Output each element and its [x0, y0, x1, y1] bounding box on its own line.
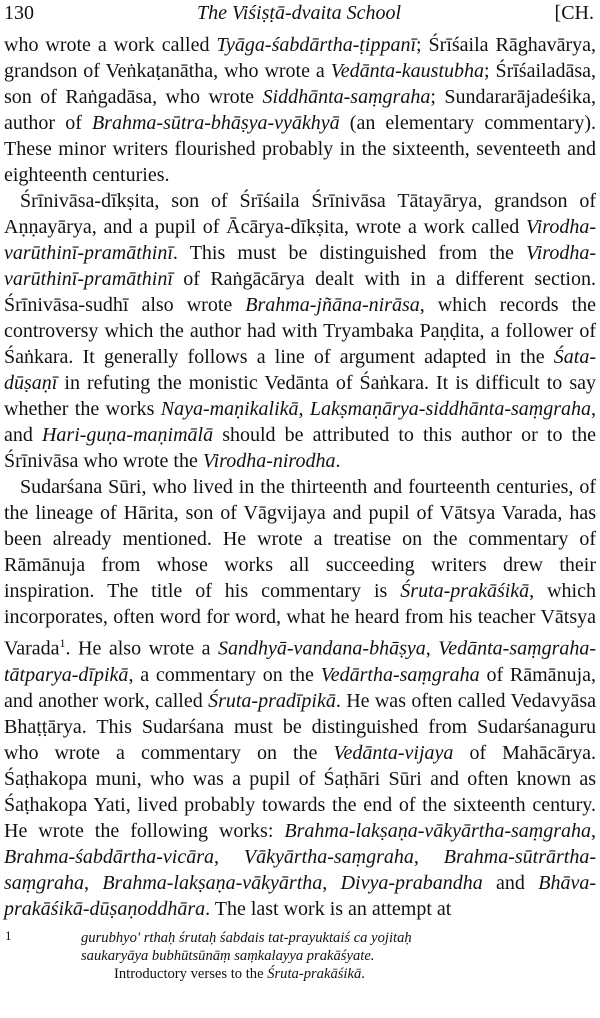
footnote-ref: 1 — [59, 636, 66, 650]
work-title: Virodha-varūthinī-pramāthinī — [4, 216, 596, 264]
work-title: Divya-prabandha — [340, 871, 483, 894]
work-title: Vākyārtha-saṃgraha — [243, 845, 414, 868]
work-title: Vedānta-saṃgraha-tātparya-dīpikā — [4, 637, 597, 686]
body-text — [4, 32, 596, 922]
paragraph: Śrīnivāsa-dīkṣita, son of Śrīśaila Śrīnivāsa Tātayārya, grandson of Aṇṇayārya, and a pupil of Ācārya-dīkṣita, wrote a work called Virodha-varūthinī-pramāthinī. This must be distinguished from the Virodha-varūthinī-pramāthinī of Raṅgācārya dealt with in a different section. Śrīnivāsa-sudhī also wrote Brahma-jñāna-nirāsa, which records the controversy which the author had with Tryambaka Paṇḍita, a follower of Śaṅkara. It generally follows a line of argument adapted in the Śata-dūṣaṇī in refuting the monistic Vedānta of Śaṅkara. It is difficult to say whether the works Naya-maṇikalikā, Lakṣmaṇārya-siddhānta-saṃgraha, and Hari-guṇa-maṇimālā should be attributed to this author or to the Śrīnivāsa who wrote the Virodha-nirodha. — [4, 190, 597, 472]
work-title: Vedānta-vijaya — [333, 741, 454, 764]
work-title: Brahma-lakṣaṇa-vākyārtha — [102, 871, 323, 894]
footnote — [0, 929, 600, 984]
work-title: Tyāga-śabdārtha-ṭippanī — [216, 34, 417, 56]
running-title: The Viśiṣṭā-dvaita School — [196, 2, 402, 24]
page-header — [4, 0, 594, 34]
work-title: Brahma-śabdārtha-vicāra — [4, 845, 214, 868]
work-title: Virodha-nirodha — [202, 450, 336, 472]
work-title: Naya-maṇikalikā — [160, 398, 299, 420]
footnote-source: Introductory verses to the Śruta-prakāśikā. — [114, 966, 365, 983]
footnote-verse-line: saukaryāya bubhūtsūnāṃ saṃkalayya prakāśyate. — [81, 948, 375, 965]
work-title: Śruta-prakāśikā — [400, 580, 530, 602]
work-title: Lakṣmaṇārya-siddhānta-saṃgraha — [309, 398, 592, 420]
chapter-label: [CH. — [554, 2, 594, 24]
work-title: Śruta-pradīpikā — [208, 689, 336, 712]
work-title: Brahma-jñāna-nirāsa — [245, 294, 420, 316]
work-title: Vedānta-kaustubha — [330, 60, 484, 82]
work-title: Brahma-sūtra-bhāṣya-vyākhyā — [91, 112, 340, 134]
work-title: Siddhānta-saṃgraha — [262, 86, 431, 108]
work-title: Sandhyā-vandana-bhāṣya — [218, 637, 426, 660]
work-title: Vedārtha-saṃgraha — [320, 663, 480, 686]
page-number: 130 — [4, 2, 34, 24]
work-title: Virodha-varūthinī-pramāthinī — [4, 242, 596, 290]
footnote-source-title: Śruta-prakāśikā — [267, 966, 362, 983]
work-title: Brahma-sūtrārtha-saṃgraha — [4, 845, 597, 894]
work-title: Śata-dūṣaṇī — [4, 346, 596, 394]
paragraph: who wrote a work called Tyāga-śabdārtha-ṭippanī; Śrīśaila Rāghavārya, grandson of Veṅkaṭanātha, who wrote a Vedānta-kaustubha; Śrīśailadāsa, son of Raṅgadāsa, who wrote Siddhānta-saṃgraha; Sundararājadeśika, author of Brahma-sūtra-bhāṣya-vyākhyā (an elementary commentary). These minor writers flourished probably in the sixteenth, seventeeth and eighteenth centuries. — [4, 34, 596, 186]
work-title: Brahma-lakṣaṇa-vākyārtha-saṃgraha — [284, 819, 591, 842]
footnote-verse-line: gurubhyo' rthaḥ śrutaḥ śabdais tat-prayuktaiś ca yojitaḥ — [81, 930, 412, 946]
work-title: Bhāva-prakāśikā-dūṣaṇoddhāra — [4, 871, 596, 920]
paragraph: Sudarśana Sūri, who lived in the thirteenth and fourteenth centuries, of the lineage of Hārita, son of Vāgvijaya and pupil of Vātsya Varada, has been already mentioned. He wrote a treatise on the commentary of Rāmānuja from whose works all succeeding writers drew their inspiration. The title of his commentary is Śruta-prakāśikā, which incorporates, often word for word, what he heard from his teacher Vātsya Varada$^1$. He also wrote a Sandhyā-vandana-bhāṣya, Vedānta-saṃgraha-tātparya-dīpikā, a commentary on the Vedārtha-saṃgraha of Rāmānuja, and another work, called Śruta-pradīpikā. He was often called Vedavyāsa Bhaṭṭārya. This Sudarśana must be distinguished from Sudarśanaguru who wrote a commentary on the Vedānta-vijaya of Mahācārya. Śaṭhakopa muni, who was a pupil of Śaṭhāri Sūri and often known as Śaṭhakopa Yati, lived probably towards the end of the sixteenth century. He wrote the following works: Brahma-lakṣaṇa-vākyārtha-saṃgraha, Brahma-śabdārtha-vicāra, Vākyārtha-saṃgraha, Brahma-sūtrārtha-saṃgraha, Brahma-lakṣaṇa-vākyārtha, Divya-prabandha and Bhāva-prakāśikā-dūṣaṇoddhāra. The last work is an attempt at — [4, 476, 597, 920]
work-title: Hari-guṇa-maṇimālā — [41, 424, 214, 446]
footnote-marker: 1 — [5, 928, 12, 943]
